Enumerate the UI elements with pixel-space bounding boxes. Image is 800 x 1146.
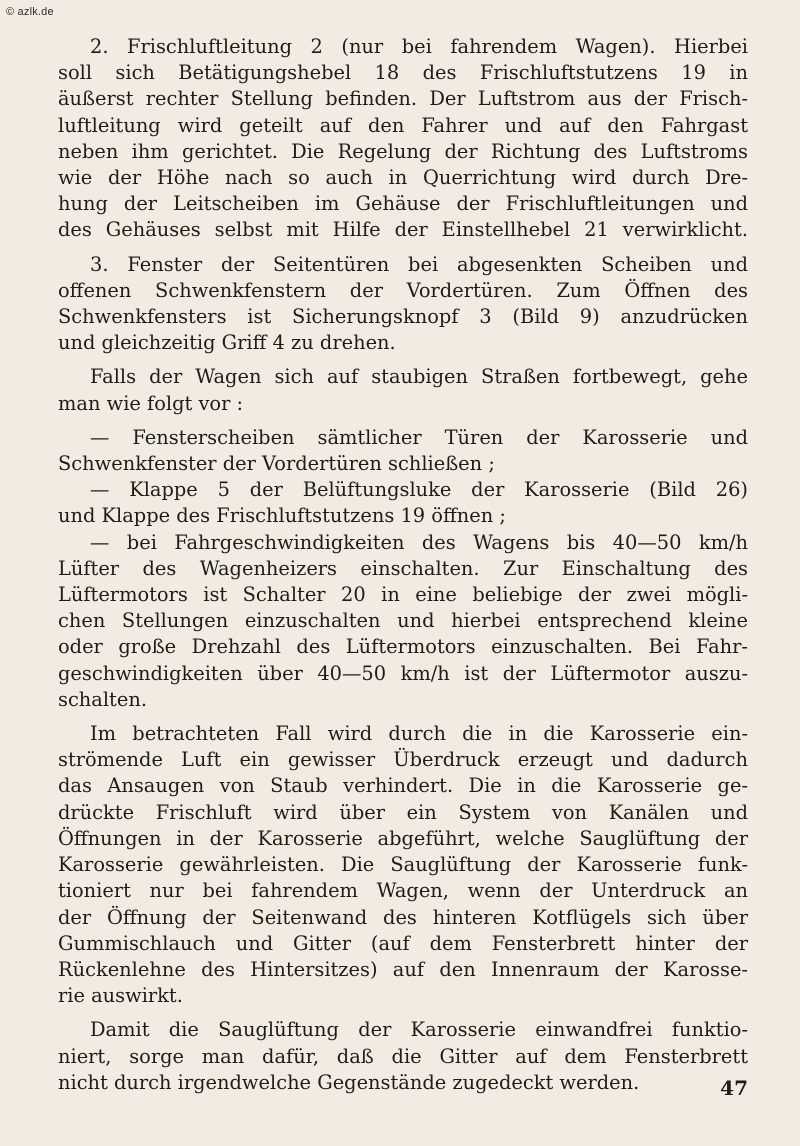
text-line: — Fensterscheiben sämtlicher Türen der Karosserie und <box>90 425 748 449</box>
text-line: wie der Höhe nach so auch in Querrichtung wird durch Dre- <box>58 166 748 190</box>
text-line: und gleichzeitig Griff 4 zu drehen. <box>58 331 396 355</box>
text-line: soll sich Betätigungshebel 18 des Frischluftstutzens 19 in <box>58 61 748 85</box>
paragraph-close-windows <box>58 425 748 477</box>
text-line: schalten. <box>58 687 147 711</box>
text-line: chen Stellungen einzuschalten und hierbei entsprechend kleine <box>58 609 748 633</box>
text-line: hung der Leitscheiben im Gehäuse der Frischluftleitungen und <box>58 192 748 216</box>
text-line: 2. Frischluftleitung 2 (nur bei fahrendem Wagen). Hierbei <box>90 35 748 58</box>
text-line: und Klappe des Frischluftstutzens 19 öffnen ; <box>58 504 506 528</box>
text-line: Karosserie gewährleisten. Die Sauglüftung der Karosserie funk- <box>58 853 748 877</box>
text-line: niert, sorge man dafür, daß die Gitter auf dem Fensterbrett <box>58 1044 748 1068</box>
text-line: Öffnungen in der Karosserie abgeführt, welche Sauglüftung der <box>58 826 748 850</box>
text-line: luftleitung wird geteilt auf den Fahrer und auf den Fahrgast <box>58 113 748 137</box>
text-line: Schwenkfenster der Vordertüren schließen ; <box>58 452 495 476</box>
page-number: 47 <box>720 1076 748 1100</box>
text-line: geschwindigkeiten über 40—50 km/h ist der Lüftermotor auszu- <box>58 661 748 685</box>
text-line: tioniert nur bei fahrendem Wagen, wenn der Unterdruck an <box>58 879 748 903</box>
paragraph-dusty-roads <box>58 364 748 416</box>
paragraph-side-windows <box>58 252 748 357</box>
text-line: man wie folgt vor : <box>58 391 244 415</box>
text-line: — Klappe 5 der Belüftungsluke der Karosserie (Bild 26) <box>90 478 748 502</box>
text-line: oder große Drehzahl des Lüftermotors einzuschalten. Bei Fahr- <box>58 635 748 659</box>
text-line: offenen Schwenkfenstern der Vordertüren. Zum Öffnen des <box>58 278 748 302</box>
text-line: Schwenkfensters ist Sicherungsknopf 3 (Bild 9) anzudrücken <box>58 305 748 329</box>
paragraph-grille <box>58 1017 748 1096</box>
text-line: Rückenlehne des Hintersitzes) auf den Innenraum der Karosse- <box>58 957 748 981</box>
text-line: strömende Luft ein gewisser Überdruck erzeugt und dadurch <box>58 748 748 772</box>
paragraph-open-flap <box>58 477 748 529</box>
text-line: des Gehäuses selbst mit Hilfe der Einstellhebel 21 verwirklicht. <box>58 218 748 242</box>
text-line: das Ansaugen von Staub verhindert. Die in die Karosserie ge- <box>58 774 748 798</box>
text-line: rie auswirkt. <box>58 984 183 1008</box>
text-line: drückte Frischluft wird über ein System von Kanälen und <box>58 800 748 824</box>
text-line: Falls der Wagen sich auf staubigen Straßen fortbewegt, gehe <box>90 365 748 389</box>
text-line: 3. Fenster der Seitentüren bei abgesenkten Scheiben und <box>90 252 748 276</box>
text-line: äußerst rechter Stellung befinden. Der Luftstrom aus der Frisch- <box>58 87 748 111</box>
text-line: Im betrachteten Fall wird durch die in die Karosserie ein- <box>90 722 748 746</box>
paragraph-overpressure <box>58 721 748 1009</box>
text-line: der Öffnung der Seitenwand des hinteren Kotflügels sich über <box>58 905 748 929</box>
text-line: Lüftermotors ist Schalter 20 in eine beliebige der zwei mögli- <box>58 583 748 607</box>
text-line: Damit die Sauglüftung der Karosserie einwandfrei funktio- <box>90 1018 748 1042</box>
text-line: — bei Fahrgeschwindigkeiten des Wagens bis 40—50 km/h <box>90 530 748 554</box>
text-line: Gummischlauch und Gitter (auf dem Fensterbrett hinter der <box>58 931 748 955</box>
page-body <box>58 34 748 1096</box>
text-line: neben ihm gerichtet. Die Regelung der Richtung des Luftstroms <box>58 139 748 163</box>
text-line: Lüfter des Wagenheizers einschalten. Zur Einschaltung des <box>58 556 748 580</box>
paragraph-fresh-air-duct <box>58 34 748 244</box>
watermark: © azlk.de <box>6 6 54 18</box>
text-line: nicht durch irgendwelche Gegenstände zugedeckt werden. <box>58 1070 640 1094</box>
paragraph-fan <box>58 530 748 713</box>
